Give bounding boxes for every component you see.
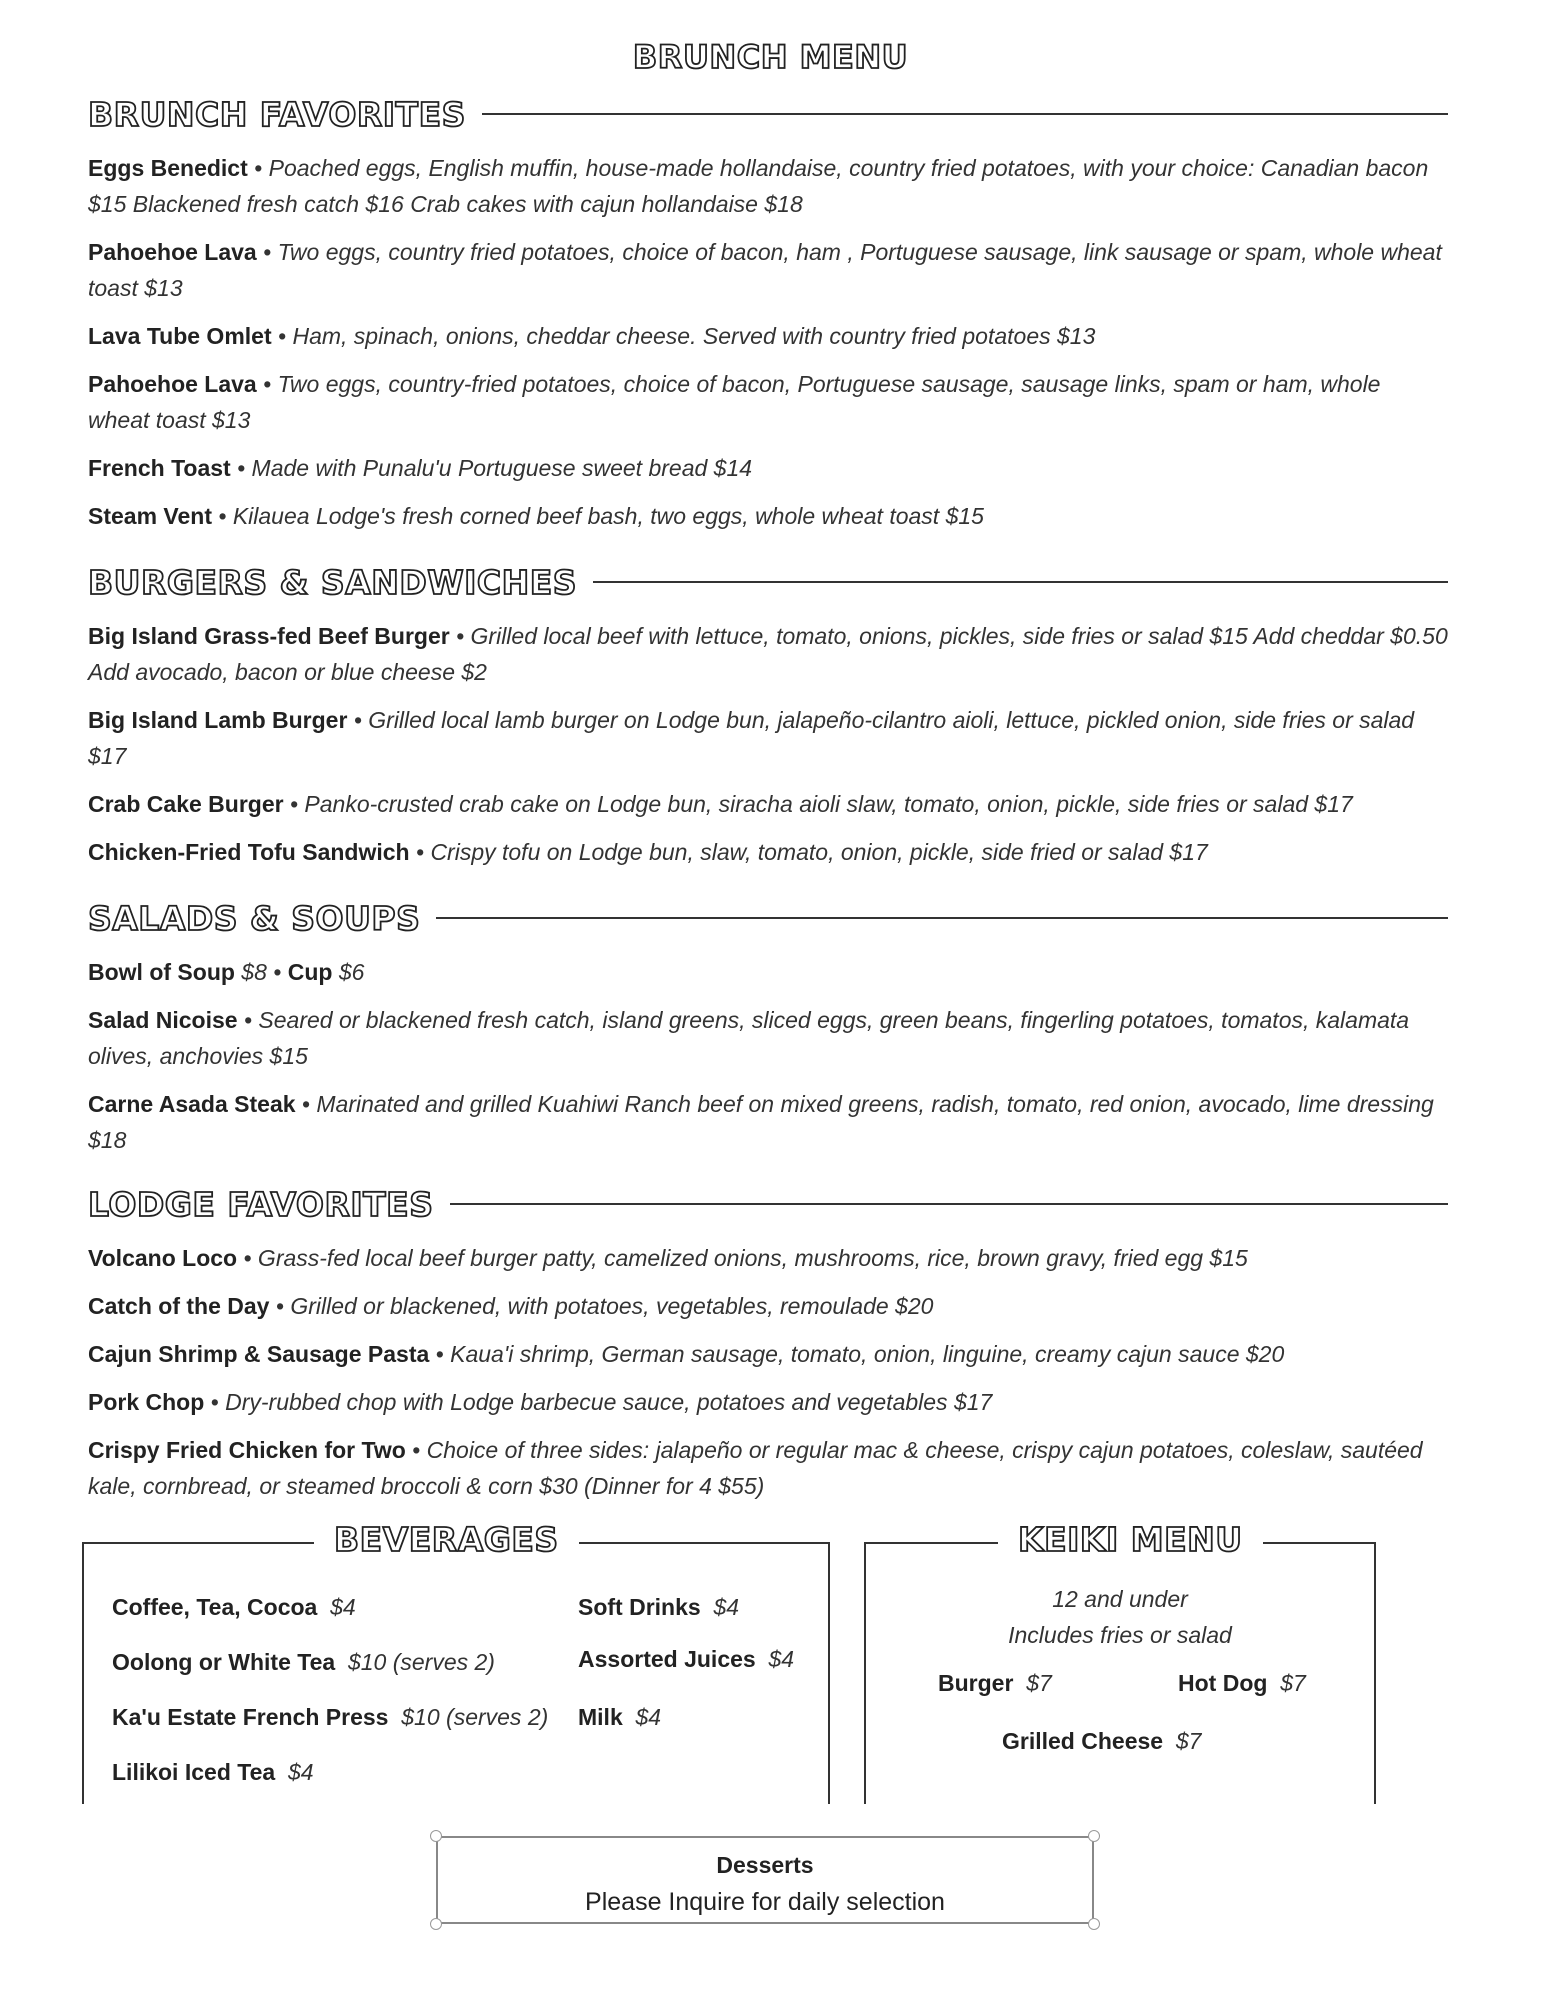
item-desc: • Seared or blackened fresh catch, island greens, sliced eggs, green beans, fingerling potatoes, tomatos, kalamata olives, anchovies $15 xyxy=(88,1007,1410,1069)
section-brunch-favorites xyxy=(88,92,1448,534)
item-desc: • Kilauea Lodge's fresh corned beef bash, two eggs, whole wheat toast $15 xyxy=(212,503,984,529)
beverage-item xyxy=(578,1646,794,1673)
item-name: Eggs Benedict xyxy=(88,155,248,181)
section-rule xyxy=(436,917,1448,919)
beverage-item xyxy=(578,1704,661,1731)
keiki-note-age: 12 and under xyxy=(1052,1586,1188,1612)
keiki-item xyxy=(1178,1670,1306,1697)
plaque-corner xyxy=(430,1830,442,1842)
beverage-name: Lilikoi Iced Tea xyxy=(112,1759,276,1785)
section-heading: LODGE FAVORITES xyxy=(88,1184,434,1224)
beverage-price: $4 xyxy=(635,1704,662,1730)
beverage-item xyxy=(112,1594,356,1621)
keiki-note-sides: Includes fries or salad xyxy=(1008,1622,1232,1648)
menu-item xyxy=(88,618,1448,690)
item-name: Big Island Grass-fed Beef Burger xyxy=(88,623,450,649)
section-lodge-favorites xyxy=(88,1182,1448,1504)
menu-item xyxy=(88,450,1448,486)
beverage-name: Oolong or White Tea xyxy=(112,1649,336,1675)
section-header xyxy=(88,1182,1448,1226)
keiki-price: $7 xyxy=(1026,1670,1052,1696)
item-name: Carne Asada Steak xyxy=(88,1091,296,1117)
item-name: Lava Tube Omlet xyxy=(88,323,272,349)
keiki-price: $7 xyxy=(1175,1728,1202,1754)
menu-item xyxy=(88,1336,1448,1372)
menu-item xyxy=(88,1432,1448,1504)
keiki-heading: KEIKI MENU xyxy=(998,1520,1263,1559)
item-name: Big Island Lamb Burger xyxy=(88,707,348,733)
beverage-item xyxy=(112,1649,495,1676)
item-desc-cup: $6 xyxy=(332,959,365,985)
beverage-name: Milk xyxy=(578,1704,623,1730)
keiki-box xyxy=(864,1520,1376,1804)
keiki-item xyxy=(1002,1728,1201,1755)
item-desc: $8 • xyxy=(234,959,288,985)
menu-item xyxy=(88,1002,1448,1074)
desserts-title: Desserts xyxy=(716,1852,814,1878)
item-desc: • Choice of three sides: jalapeño or regular mac & cheese, crispy cajun potatoes, coleslaw, sautéed kale, cornbread, or steamed broccoli & corn $30 (Dinner for 4 $55) xyxy=(88,1437,1423,1499)
item-name: Steam Vent xyxy=(88,503,212,529)
beverage-item xyxy=(578,1594,739,1621)
section-header xyxy=(88,560,1448,604)
keiki-name: Grilled Cheese xyxy=(1002,1728,1164,1754)
beverages-box xyxy=(82,1520,830,1804)
keiki-price: $7 xyxy=(1280,1670,1306,1696)
section-heading: SALADS & SOUPS xyxy=(88,898,421,938)
item-desc: • Poached eggs, English muffin, house-made hollandaise, country fried potatoes, with your choice: Canadian bacon $15 Blackened fresh catch $16 Crab cakes with cajun hollandaise $18 xyxy=(88,155,1429,217)
menu-item xyxy=(88,786,1448,822)
item-desc: • Dry-rubbed chop with Lodge barbecue sauce, potatoes and vegetables $17 xyxy=(204,1389,993,1415)
section-burgers-sandwiches xyxy=(88,560,1448,870)
item-name: Pahoehoe Lava xyxy=(88,239,257,265)
item-desc: • Made with Punalu'u Portuguese sweet bread $14 xyxy=(230,455,753,481)
item-desc: • Panko-crusted crab cake on Lodge bun, siracha aioli slaw, tomato, onion, pickle, side fries or salad $17 xyxy=(283,791,1353,817)
beverage-name: Assorted Juices xyxy=(578,1646,756,1672)
beverage-name: Coffee, Tea, Cocoa xyxy=(112,1594,318,1620)
section-salads-soups xyxy=(88,896,1448,1158)
item-desc: • Kaua'i shrimp, German sausage, tomato, onion, linguine, creamy cajun sauce $20 xyxy=(429,1341,1285,1367)
keiki-name: Hot Dog xyxy=(1178,1670,1268,1696)
menu-item xyxy=(88,498,1448,534)
section-rule xyxy=(450,1203,1449,1205)
beverage-price: $4 xyxy=(768,1646,795,1672)
section-header xyxy=(88,896,1448,940)
plaque-corner xyxy=(430,1918,442,1930)
beverage-item xyxy=(112,1704,548,1731)
section-heading: BURGERS & SANDWICHES xyxy=(88,562,578,602)
item-name: Pork Chop xyxy=(88,1389,205,1415)
menu-item xyxy=(88,234,1448,306)
beverage-price: $10 (serves 2) xyxy=(401,1704,549,1730)
beverage-item xyxy=(112,1759,314,1786)
item-name: French Toast xyxy=(88,455,231,481)
menu-item xyxy=(88,1288,1448,1324)
item-desc: • Two eggs, country fried potatoes, choice of bacon, ham , Portuguese sausage, link sausage or spam, whole wheat toast $13 xyxy=(88,239,1442,301)
item-name: Bowl of Soup xyxy=(88,959,235,985)
desserts-plaque xyxy=(430,1830,1100,1930)
beverage-name: Ka'u Estate French Press xyxy=(112,1704,389,1730)
item-desc: • Marinated and grilled Kuahiwi Ranch beef on mixed greens, radish, tomato, red onion, avocado, lime dressing $18 xyxy=(88,1091,1434,1153)
page-title: BRUNCH MENU xyxy=(632,38,909,76)
item-desc: • Grilled local lamb burger on Lodge bun, jalapeño-cilantro aioli, lettuce, pickled onion, side fries or salad $17 xyxy=(88,707,1415,769)
plaque-corner xyxy=(1088,1830,1100,1842)
item-name: Catch of the Day xyxy=(88,1293,270,1319)
beverage-price: $4 xyxy=(713,1594,740,1620)
section-rule xyxy=(593,581,1448,583)
menu-item xyxy=(88,1086,1448,1158)
menu-item xyxy=(88,834,1448,870)
section-heading: BRUNCH FAVORITES xyxy=(88,94,466,134)
menu-item xyxy=(88,1384,1448,1420)
beverage-name: Soft Drinks xyxy=(578,1594,701,1620)
item-name: Salad Nicoise xyxy=(88,1007,238,1033)
item-name: Pahoehoe Lava xyxy=(88,371,257,397)
plaque-corner xyxy=(1088,1918,1100,1930)
item-name: Chicken-Fried Tofu Sandwich xyxy=(88,839,410,865)
menu-item xyxy=(88,150,1448,222)
item-desc: • Two eggs, country-fried potatoes, choice of bacon, Portuguese sausage, sausage links, spam or ham, whole wheat toast $13 xyxy=(88,371,1381,433)
item-name: Crab Cake Burger xyxy=(88,791,284,817)
desserts-text: Please Inquire for daily selection xyxy=(585,1888,945,1916)
section-header xyxy=(88,92,1448,136)
item-desc: • Grass-fed local beef burger patty, camelized onions, mushrooms, rice, brown gravy, fried egg $15 xyxy=(237,1245,1248,1271)
section-rule xyxy=(482,113,1448,115)
item-name-cup: Cup xyxy=(287,959,333,985)
menu-item xyxy=(88,702,1448,774)
beverage-price: $10 (serves 2) xyxy=(347,1649,495,1675)
item-name: Volcano Loco xyxy=(88,1245,238,1271)
keiki-name: Burger xyxy=(938,1670,1014,1696)
beverage-price: $4 xyxy=(287,1759,314,1785)
menu-item xyxy=(88,1240,1448,1276)
item-desc: • Crispy tofu on Lodge bun, slaw, tomato, onion, pickle, side fried or salad $17 xyxy=(409,839,1208,865)
menu-item xyxy=(88,366,1448,438)
menu-item xyxy=(88,954,1448,990)
item-desc: • Ham, spinach, onions, cheddar cheese. Served with country fried potatoes $13 xyxy=(271,323,1096,349)
item-desc: • Grilled or blackened, with potatoes, vegetables, remoulade $20 xyxy=(269,1293,934,1319)
keiki-item xyxy=(938,1670,1052,1697)
item-name: Cajun Shrimp & Sausage Pasta xyxy=(88,1341,430,1367)
beverages-heading: BEVERAGES xyxy=(314,1520,579,1559)
menu-item xyxy=(88,318,1448,354)
item-desc: • Grilled local beef with lettuce, tomato, onions, pickles, side fries or salad $15 Add cheddar $0.50 Add avocado, bacon or blue cheese $2 xyxy=(88,623,1448,685)
beverage-price: $4 xyxy=(330,1594,356,1620)
item-name: Crispy Fried Chicken for Two xyxy=(88,1437,406,1463)
